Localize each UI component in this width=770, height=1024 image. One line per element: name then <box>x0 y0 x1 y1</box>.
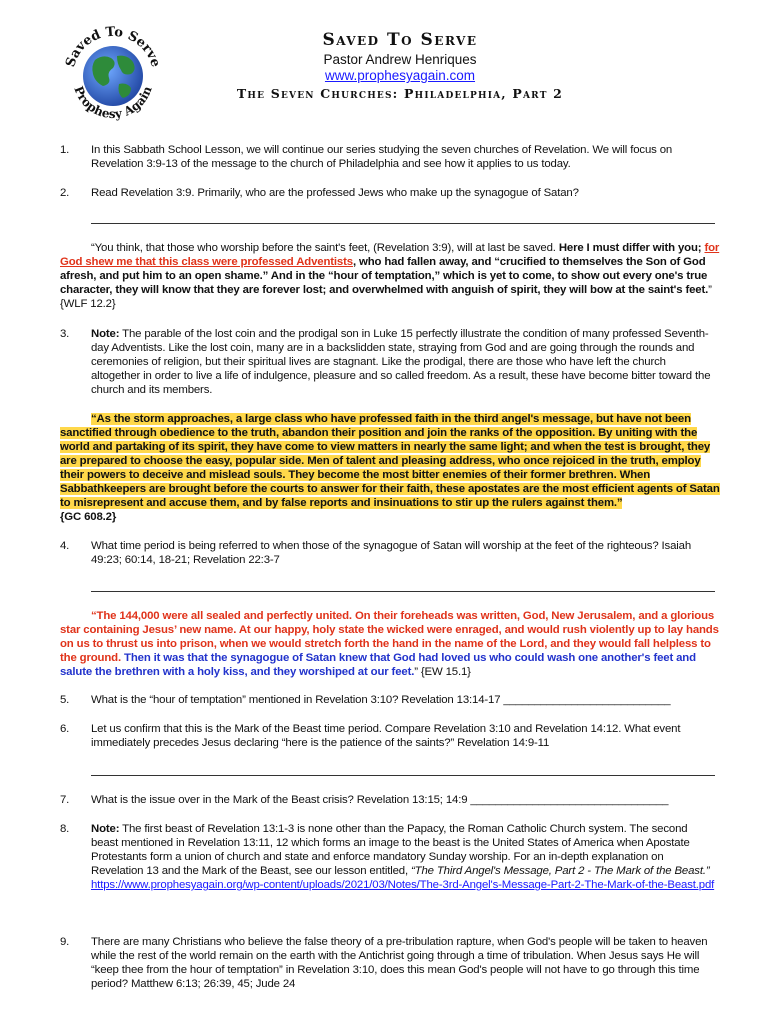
item-number: 1. <box>60 144 70 156</box>
item-text: Let us confirm that this is the Mark of the Beast time period. Compare Revelation 3:10 and Revelation 14:12. What event immediately precedes Jesus declaring “here is the patience of the saints?” Revelation 14:9-11 <box>91 723 681 749</box>
lesson-subtitle: The Seven Churches: Philadelphia, Part 2 <box>236 86 564 101</box>
note-3 <box>60 327 715 397</box>
website-link[interactable]: www.prophesyagain.com <box>324 68 476 83</box>
lesson-pdf-link[interactable]: https://www.prophesyagain.org/wp-content/uploads/2021/03/Notes/The-3rd-Angel's-Message-Part-2-The-Mark-of-the-Beast.pdf <box>91 879 715 891</box>
question-7 <box>60 793 715 807</box>
item-text: There are many Christians who believe the false theory of a pre-tribulation rapture, when God's people will be taken to heaven while the rest of the world remain on the earth with the Antichrist going through a time of tribulation. When Jesus says He will “keep thee from the hour of temptation” in Revelation 3:10, does this mean God's people will not have to go through this time period? Matthew 6:13; 26:39, 45; Jude 24 <box>91 936 708 990</box>
quote-wlf: “You think, that those who worship before the saint's feet, (Revelation 3:9), will at last be saved. Here I must differ with you; for God shew me that this class were professed Adventists, who had fallen away, and “crucified to themselves the Son of God afresh, and put him to an open shame.” And in the “hour of temptation,” which is yet to come, to show out every one's true character, they will know that they are forever lost; and overwhelmed with anguish of spirit, they will bow at the saint's feet.” {WLF 12.2} <box>60 242 720 310</box>
answer-line[interactable] <box>91 591 715 592</box>
answer-line[interactable] <box>91 775 715 776</box>
quote-ew: “The 144,000 were all sealed and perfectly united. On their foreheads was written, God, New Jerusalem, and a glorious star containing Jesus’ new name. At our happy, holy state the wicked were enraged, and would rush violently up to lay hands on us to thrust us into prison, when we would stretch forth the hand in the name of the Lord, and they would fall helpless to the ground. Then it was that the synagogue of Satan knew that God had loved us who could wash one another's feet and salute the brethren with a holy kiss, and they worshiped at our feet.” {EW 15.1} <box>60 610 719 678</box>
question-6 <box>60 722 715 750</box>
item-text: What is the “hour of temptation” mentioned in Revelation 3:10? Revelation 13:14-17 ___________________________ <box>91 694 671 706</box>
item-number: 4. <box>60 540 70 552</box>
quote-reference: {GC 608.2} <box>60 511 117 523</box>
pastor-name: Pastor Andrew Henriques <box>323 52 477 67</box>
item-number: 7. <box>60 794 70 806</box>
item-number: 8. <box>60 823 70 835</box>
question-1 <box>60 143 715 171</box>
item-number: 3. <box>60 328 70 340</box>
globe-logo <box>55 18 170 123</box>
item-text: In this Sabbath School Lesson, we will continue our series studying the seven churches of Revelation. We will focus on Revelation 3:9-13 of the message to the church of Philadelphia and see how it applies to us today. <box>91 144 673 170</box>
highlighted-text: “As the storm approaches, a large class who have professed faith in the third angel's message, but have not been sanctified through obedience to the truth, abandon their position and join the ranks of the opposition. By uniting with the world and partaking of its spirit, they have come to view matters in nearly the same light; and when the test is brought, they are prepared to choose the easy, popular side. Men of talent and pleasing address, who once rejoiced in the truth, employ their powers to deceive and mislead souls. They become the most bitter enemies of their former brethren. When Sabbathkeepers are brought before the courts to answer for their faith, these apostates are the most efficient agents of Satan to misrepresent and accuse them, and by false reports and insinuations to stir up the rulers against them.” <box>60 413 720 509</box>
page-header <box>190 30 610 103</box>
note-8 <box>60 822 715 892</box>
page-title: Saved To Serve <box>322 30 478 50</box>
item-text: Note: The first beast of Revelation 13:1-3 is none other than the Papacy, the Roman Catholic Church system. The second beast mentioned in Revelation 13:11, 12 which forms an image to the beast is the United States of America when Apostate Protestants form a union of church and state and enforce mandatory Sunday worship. For an in-depth explanation on Revelation 13 and the Mark of the Beast, see our lesson entitled, “The Third Angel's Message, Part 2 - The Mark of the Beast.” https://www.prophesyagain.org/wp-content/uploads/2021/03/Notes/The-3rd-Angel's-Message-Part-2-The-Mark-of-the-Beast.pdf <box>91 823 715 891</box>
globe-icon <box>83 46 143 106</box>
svg-text:Saved To Serve: Saved To Serve <box>63 24 163 70</box>
item-text: Note: The parable of the lost coin and the prodigal son in Luke 15 perfectly illustrate the condition of many professed Seventh-day Adventists. Like the lost coin, many are in a backslidden state, straying from God and are going through the rounds and ceremonies of religion, but their spiritual lives are stagnant. Like the prodigal, there are those who have left the church altogether in order to live a life of indulgence, pleasure and so called freedom. As a result, these have become bitter toward the church and its members. <box>91 328 711 396</box>
question-9 <box>60 935 715 991</box>
item-number: 2. <box>60 187 70 199</box>
lesson-title: “The Third Angel's Message, Part 2 - The Mark of the Beast.” <box>411 865 710 877</box>
question-5 <box>60 693 715 707</box>
item-text: Read Revelation 3:9. Primarily, who are the professed Jews who make up the synagogue of Satan? <box>91 187 579 199</box>
svg-text:Prophesy Again: Prophesy Again <box>71 84 155 122</box>
item-text: What time period is being referred to when those of the synagogue of Satan will worship at the feet of the righteous? Isaiah 49:23; 60:14, 18-21; Revelation 22:3-7 <box>91 540 692 566</box>
question-2 <box>60 186 715 200</box>
answer-line[interactable] <box>91 223 715 224</box>
question-4 <box>60 539 715 567</box>
item-number: 9. <box>60 936 70 948</box>
red-underlined-text: for God shew me that this class were professed Adventists <box>60 242 720 268</box>
item-text: What is the issue over in the Mark of the Beast crisis? Revelation 13:15; 14:9 ________________________________ <box>91 794 669 806</box>
item-number: 6. <box>60 723 70 735</box>
quote-gc-highlighted <box>60 412 720 524</box>
item-number: 5. <box>60 694 70 706</box>
